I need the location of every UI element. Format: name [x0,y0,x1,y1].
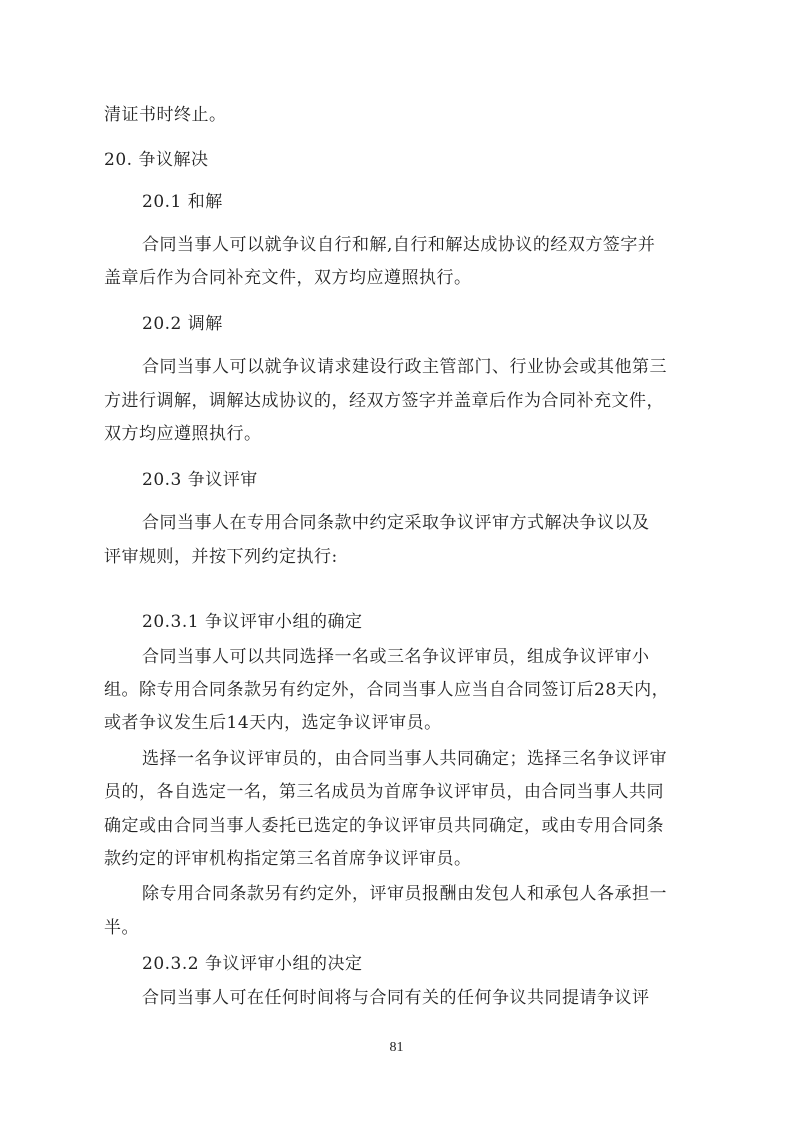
page-number: 81 [389,1040,404,1055]
text-line: 清证书时终止。 [104,105,227,125]
text-line: 或者争议发生后14天内，选定争议评审员。 [104,713,442,733]
subsection-heading: 20.2 调解 [142,314,223,334]
text-line: 盖章后作为合同补充文件，双方均应遵照执行。 [104,268,472,288]
subsection-heading: 20.3.2 争议评审小组的决定 [142,954,363,974]
text-line: 合同当事人在专用合同条款中约定采取争议评审方式解决争议以及 [142,513,650,533]
text-line: 合同当事人可以就争议请求建设行政主管部门、行业协会或其他第三 [142,357,667,377]
text-line: 确定或由合同当事人委托已选定的争议评审员共同确定，或由专用合同条 [104,816,664,836]
text-line: 除专用合同条款另有约定外，评审员报酬由发包人和承包人各承担一 [142,884,667,904]
text-line: 员的，各自选定一名，第三名成员为首席争议评审员，由合同当事人共同 [104,782,664,802]
text-line: 评审规则，并按下列约定执行: [104,547,338,567]
section-heading: 20. 争议解决 [104,150,209,170]
text-line: 方进行调解，调解达成协议的，经双方签字并盖章后作为合同补充文件， [104,391,664,411]
subsection-heading: 20.3.1 争议评审小组的确定 [142,612,363,632]
subsection-heading: 20.1 和解 [142,192,223,212]
text-line: 半。 [104,918,139,938]
text-line: 组。除专用合同条款另有约定外，合同当事人应当自合同签订后28天内， [104,680,670,700]
text-line: 双方均应遵照执行。 [104,424,262,444]
text-line: 合同当事人可以共同选择一名或三名争议评审员，组成争议评审小 [142,647,650,667]
text-line: 合同当事人可以就争议自行和解,自行和解达成协议的经双方签字并 [142,235,656,255]
subsection-heading: 20.3 争议评审 [142,470,258,490]
text-line: 选择一名争议评审员的，由合同当事人共同确定；选择三名争议评审 [142,749,667,769]
text-line: 合同当事人可在任何时间将与合同有关的任何争议共同提请争议评 [142,988,650,1008]
text-line: 款约定的评审机构指定第三名首席争议评审员。 [104,849,472,869]
